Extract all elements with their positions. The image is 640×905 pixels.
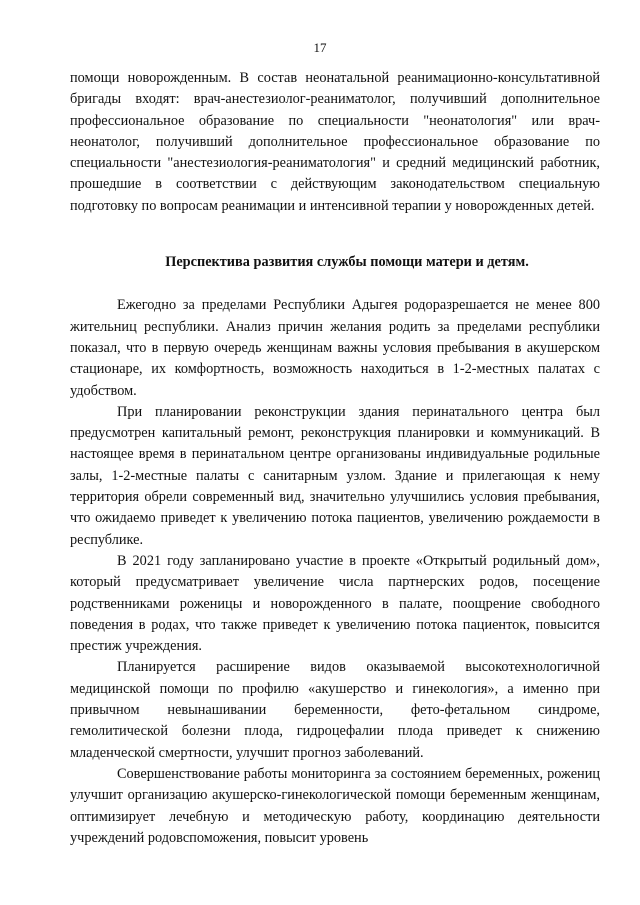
paragraph: Планируется расширение видов оказываемой высокотехнологичной медицинской помощи по профилю «акушерство и гинекология», а именно при привычном невынашивании беременности, фето-фетальном синдроме, гемолитической болезни плода, гидроцефалии плода приведет к снижению младенческой смертности, улучшит прогноз заболеваний. <box>70 659 600 761</box>
paragraph: Ежегодно за пределами Республики Адыгея родоразрешается не менее 800 жительниц республики. Анализ причин желания родить за пределами республики показал, что в первую очередь женщинам важны условия пребывания в акушерском стационаре, их комфортность, возможность находиться в 1-2-местных палатах с удобством. <box>70 297 600 399</box>
paragraph: Совершенствование работы мониторинга за состоянием беременных, рожениц улучшит организацию акушерско-гинекологической помощи беременным женщинам, оптимизирует лечебную и методическую работу, координацию деятельности учреждений родовспоможения, повысит уровень <box>70 765 600 846</box>
document-body <box>70 68 600 849</box>
section-heading: Перспектива развития службы помощи матери и детям. <box>165 254 529 271</box>
page-number: 17 <box>313 40 327 55</box>
paragraph: При планировании реконструкции здания перинатального центра был предусмотрен капитальный ремонт, реконструкция планировки и коммуникаций. В настоящее время в перинатальном центре организованы индивидуальные родильные залы, 1-2-местные палаты с санитарным узлом. Здание и прилегающая к нему территория обрели современный вид, значительно улучшились условия пребывания, что ожидаемо приведет к увеличению потока пациентов, увеличению рождаемости в республике. <box>70 403 600 548</box>
paragraph: В 2021 году запланировано участие в проекте «Открытый родильный дом», который предусматривает увеличение числа партнерских родов, посещение родственниками роженицы и новорожденного в палате, поощрение свободного поведения в родах, что также приведет к увеличению потока пациенток, повысится престиж учреждения. <box>70 552 600 655</box>
paragraph: помощи новорожденным. В состав неонатальной реанимационно-консультативной бригады входят: врач-анестезиолог-реаниматолог, получивший дополнительное профессиональное образование по специальности "неонатология" или врач-неонатолог, получивший дополнительное профессиональное образование по специальности "анестезиология-реаниматология" и средний медицинский работник, прошедшие в соответствии с действующим законодательством специальную подготовку по вопросам реанимации и интенсивной терапии у новорожденных детей. <box>70 70 600 214</box>
